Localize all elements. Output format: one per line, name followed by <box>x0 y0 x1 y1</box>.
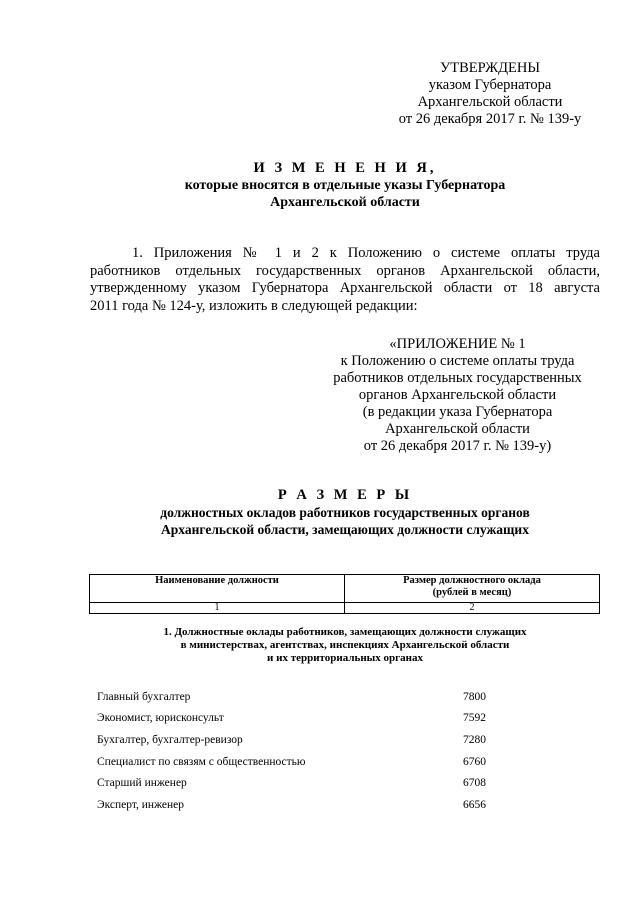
column-header-position: Наименование должности <box>90 575 345 603</box>
table-row <box>97 729 517 751</box>
position-name: Старший инженер <box>97 777 187 790</box>
paragraph-line: утвержденному указом Губернатора Архангельской области от 18 августа <box>90 280 600 296</box>
approval-line: Архангельской области <box>417 94 563 110</box>
column-header-salary <box>345 575 600 603</box>
position-name: Экономист, юрисконсульт <box>97 712 224 725</box>
position-salary: 6656 <box>463 798 486 811</box>
changes-heading <box>60 160 630 211</box>
table-row <box>97 772 517 794</box>
sizes-heading <box>60 487 630 538</box>
appendix-header <box>320 336 595 455</box>
sizes-subtitle: Архангельской области, замещающих должности служащих <box>161 522 529 537</box>
position-name: Эксперт, инженер <box>97 798 184 811</box>
appendix-line: работников отдельных государственных <box>333 370 582 386</box>
approval-stamp <box>360 60 620 128</box>
positions-list <box>97 686 517 816</box>
position-salary: 6760 <box>463 755 486 768</box>
section-title <box>90 626 600 665</box>
table-row <box>97 686 517 708</box>
approval-title: УТВЕРЖДЕНЫ <box>439 60 541 76</box>
position-salary: 7280 <box>463 733 486 746</box>
approval-date: от 26 декабря 2017 г. № 139-у <box>398 111 582 127</box>
sizes-subtitle: должностных окладов работников государственных органов <box>160 505 530 520</box>
changes-subtitle: Архангельской области <box>270 195 420 210</box>
paragraph-line: 1. Приложения № 1 и 2 к Положению о системе оплаты труда <box>132 245 600 261</box>
approval-line: указом Губернатора <box>428 77 552 93</box>
column-number: 1 <box>90 603 345 614</box>
column-number: 2 <box>345 603 600 614</box>
table-number-row <box>90 603 600 614</box>
position-name: Специалист по связям с общественностью <box>97 755 306 768</box>
section-title-line: 1. Должностные оклады работников, замещающих должности служащих <box>163 626 527 638</box>
table-header-row <box>90 575 600 603</box>
position-salary: 7800 <box>463 690 486 703</box>
changes-subtitle: которые вносятся в отдельные указы Губернатора <box>184 178 506 193</box>
table-row <box>97 794 517 816</box>
position-name: Главный бухгалтер <box>97 690 191 703</box>
paragraph-line: 2011 года № 124-у, изложить в следующей редакции: <box>90 297 418 314</box>
appendix-line: (в редакции указа Губернатора <box>362 404 553 420</box>
position-name: Бухгалтер, бухгалтер-ревизор <box>97 733 243 746</box>
section-title-line: в министерствах, агентствах, инспекциях Архангельской области <box>180 639 510 651</box>
position-salary: 6708 <box>463 777 486 790</box>
table-row <box>97 708 517 730</box>
salary-table-header <box>89 574 600 614</box>
sizes-title: Р А З М Е Р Ы <box>277 487 413 503</box>
appendix-line: от 26 декабря 2017 г. № 139-у) <box>363 438 552 454</box>
appendix-line: «ПРИЛОЖЕНИЕ № 1 <box>389 336 526 352</box>
paragraph-line: работников отдельных государственных органов Архангельской области, <box>90 262 600 279</box>
appendix-line: Архангельской области <box>385 421 530 437</box>
position-salary: 7592 <box>463 712 486 725</box>
changes-title: И З М Е Н Е Н И Я, <box>253 160 437 176</box>
column-header-salary-line: Размер должностного оклада <box>403 575 541 586</box>
main-paragraph <box>90 245 600 315</box>
column-header-salary-unit: (рублей в месяц) <box>432 587 512 598</box>
appendix-line: к Положению о системе оплаты труда <box>340 353 575 369</box>
section-title-line: и их территориальных органах <box>267 652 423 664</box>
appendix-line: органов Архангельской области <box>358 387 557 403</box>
table-row <box>97 751 517 773</box>
